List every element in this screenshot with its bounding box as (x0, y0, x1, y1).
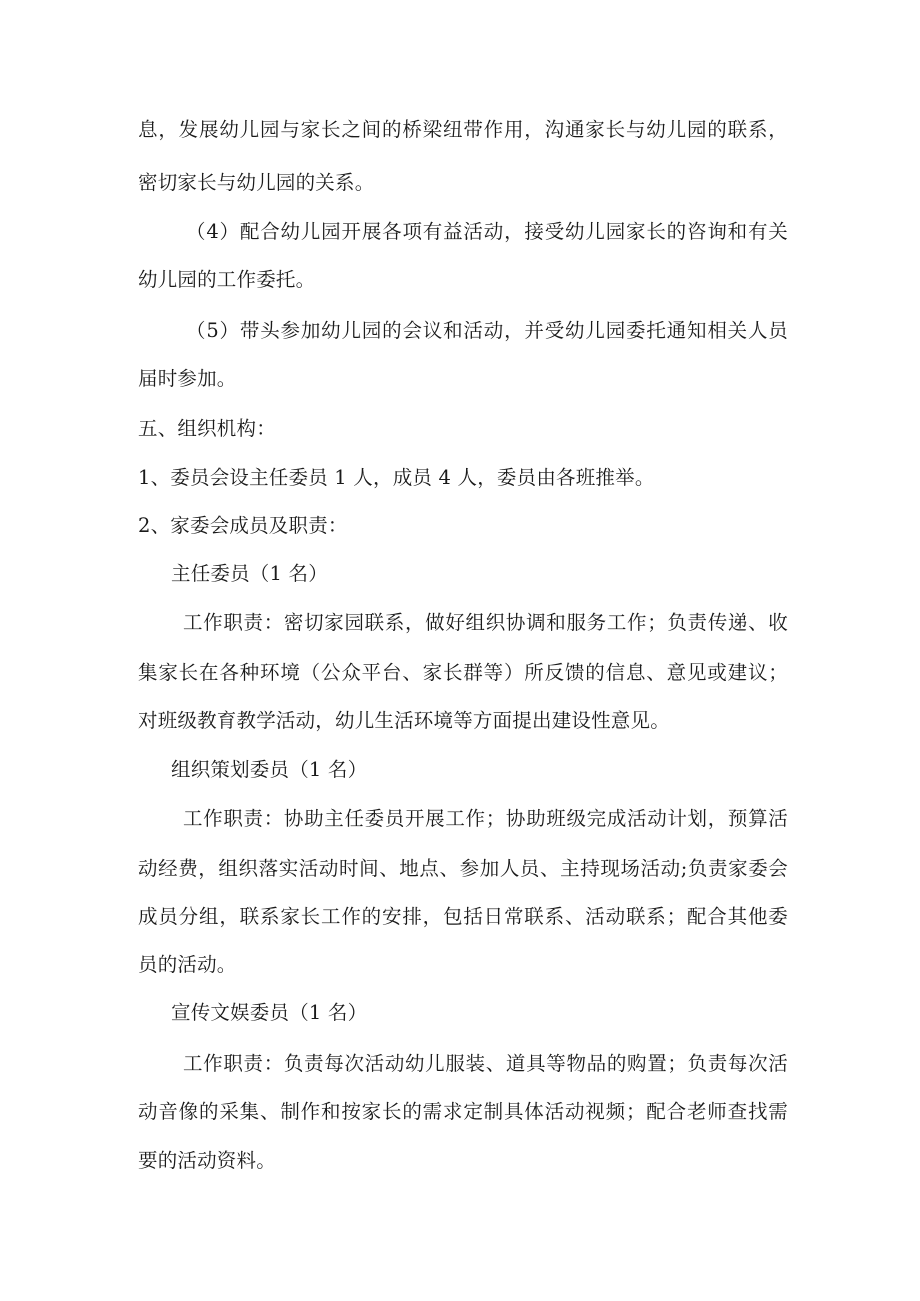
text-line: 动经费，组织落实活动时间、地点、参加人员、主持现场活动;负责家委会 (138, 857, 788, 880)
text-line: 工作职责：密切家园联系，做好组织协调和服务工作；负责传递、收 (183, 611, 788, 634)
text-line: 工作职责：负责每次活动幼儿服装、道具等物品的购置；负责每次活 (183, 1052, 788, 1075)
text-line: 工作职责：协助主任委员开展工作；协助班级完成活动计划，预算活 (183, 807, 788, 830)
section-heading: 五、组织机构： (138, 417, 276, 440)
text-line: 密切家长与幼儿园的关系。 (138, 171, 375, 194)
text-line: 幼儿园的工作委托。 (138, 268, 316, 291)
text-line: 2、家委会成员及职责： (138, 514, 348, 537)
text-line: 息，发展幼儿园与家长之间的桥梁纽带作用，沟通家长与幼儿园的联系， (138, 118, 788, 141)
list-item-4: （4）配合幼儿园开展各项有益活动，接受幼儿园家长的咨询和有关 (186, 220, 788, 243)
text-line: 集家长在各种环境（公众平台、家长群等）所反馈的信息、意见或建议； (138, 661, 788, 684)
text-line: 成员分组，联系家长工作的安排，包括日常联系、活动联系；配合其他委 (138, 905, 788, 928)
list-item-5: （5）带头参加幼儿园的会议和活动，并受幼儿园委托通知相关人员 (186, 319, 788, 342)
text-line: 1、委员会设主任委员 1 人，成员 4 人，委员由各班推举。 (138, 466, 655, 489)
role-heading: 主任委员（1 名） (171, 562, 328, 585)
text-line: 动音像的采集、制作和按家长的需求定制具体活动视频；配合老师查找需 (138, 1100, 788, 1123)
text-line: 要的活动资料。 (138, 1149, 276, 1172)
role-heading: 组织策划委员（1 名） (171, 758, 368, 781)
text-line: 届时参加。 (138, 367, 237, 390)
text-line: 对班级教育教学活动，幼儿生活环境等方面提出建设性意见。 (138, 709, 670, 732)
role-heading: 宣传文娱委员（1 名） (171, 1001, 368, 1024)
text-line: 员的活动。 (138, 953, 237, 976)
